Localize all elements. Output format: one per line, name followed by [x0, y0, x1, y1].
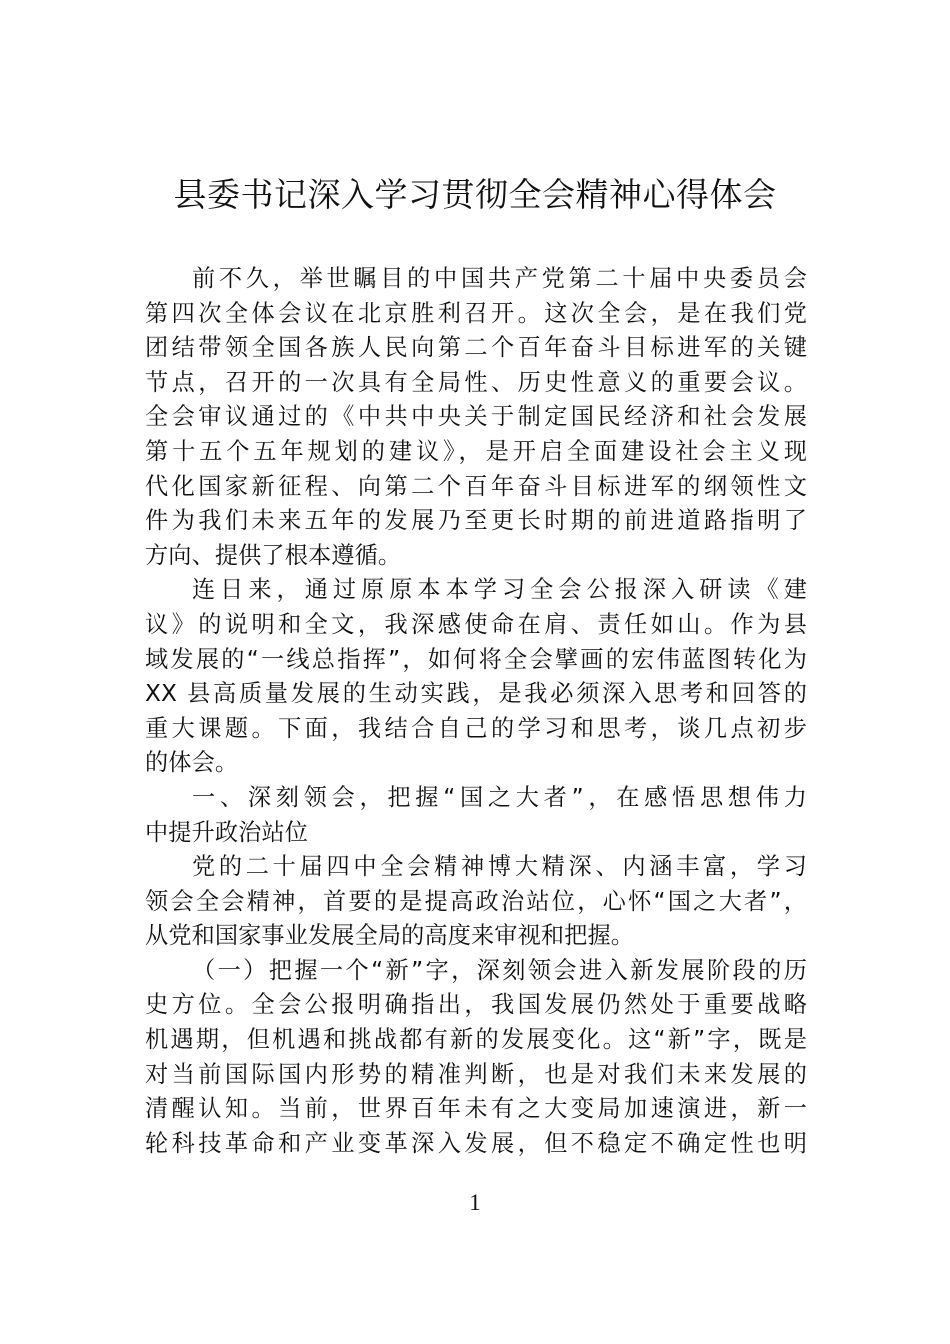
- text-line: 清醒认知。当前，世界百年未有之大变局加速演进，新一: [145, 1095, 807, 1123]
- text-line: 轮科技革命和产业变革深入发展，但不稳定不确定性也明: [145, 1129, 807, 1157]
- page-number: 1: [469, 1190, 481, 1215]
- text-line: 全会审议通过的《中共中央关于制定国民经济和社会发展: [145, 403, 807, 431]
- text-line: 从党和国家事业发展全局的高度来审视和把握。: [145, 922, 635, 950]
- text-line: 议》的说明和全文，我深感使命在肩、责任如山。作为县: [145, 610, 807, 638]
- text-line: 重大课题。下面，我结合自己的学习和思考，谈几点初步: [145, 714, 807, 742]
- text-line: 件为我们未来五年的发展乃至更长时期的前进道路指明了: [145, 507, 807, 535]
- text-line: 的体会。: [145, 749, 239, 777]
- document-body: [145, 262, 807, 1161]
- text-line: 连日来，通过原原本本学习全会公报深入研读《建: [192, 576, 807, 604]
- text-line: 对当前国际国内形势的精准判断，也是对我们未来发展的: [145, 1060, 807, 1088]
- text-line: 机遇期，但机遇和挑战都有新的发展变化。这“新”字，既是: [145, 1026, 807, 1054]
- text-line: 第四次全体会议在北京胜利召开。这次全会，是在我们党: [145, 299, 807, 327]
- text-line: 党的二十届四中全会精神博大精深、内涵丰富，学习: [192, 853, 807, 881]
- document-title: 县委书记深入学习贯彻全会精神心得体会: [173, 175, 777, 214]
- text-line: 前不久，举世瞩目的中国共产党第二十届中央委员会: [192, 265, 807, 292]
- text-line: 节点，召开的一次具有全局性、历史性意义的重要会议。: [145, 368, 807, 396]
- paragraph-study: [145, 573, 807, 781]
- heading-line: 中提升政治站位: [145, 818, 309, 846]
- text-line: 域发展的“一线总指挥”，如何将全会擘画的宏伟蓝图转化为: [145, 645, 807, 673]
- text-line: 第十五个五年规划的建议》，是开启全面建设社会主义现: [145, 437, 807, 465]
- paragraph-intro: [145, 262, 807, 573]
- section-heading-1: [145, 781, 807, 850]
- text-line: 代化国家新征程、向第二个百年奋斗目标进军的纲领性文: [145, 472, 807, 500]
- text-line: 领会全会精神，首要的是提高政治站位，心怀“国之大者”，: [145, 887, 807, 915]
- text-line: 团结带领全国各族人民向第二个百年奋斗目标进军的关键: [145, 334, 807, 362]
- paragraph-subsection-1: [145, 954, 807, 1162]
- text-line: XX 县高质量发展的生动实践，是我必须深入思考和回答的: [145, 680, 807, 708]
- text-line: 方向、提供了根本遵循。: [145, 541, 402, 569]
- heading-line: 一、深刻领会，把握“国之大者”，在感悟思想伟力: [192, 783, 807, 811]
- text-line: 史方位。全会公报明确指出，我国发展仍然处于重要战略: [145, 991, 807, 1019]
- text-line: （一）把握一个“新”字，深刻领会进入新发展阶段的历: [192, 956, 807, 984]
- paragraph-political-stance: [145, 850, 807, 954]
